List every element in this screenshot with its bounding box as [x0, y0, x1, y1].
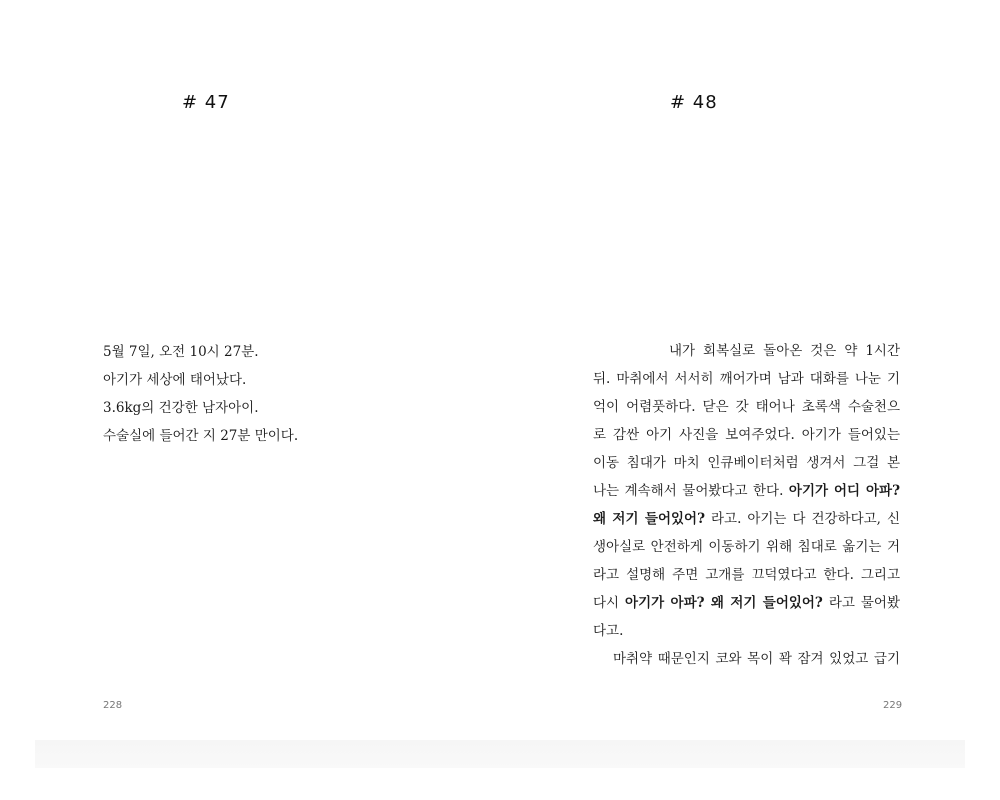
text-segment: 이동 침대가 마치 인큐베이터처럼 생겨서 그걸 본 — [593, 455, 900, 471]
text-line — [593, 533, 900, 561]
body-text — [593, 337, 900, 673]
text-line: 3.6kg의 건강한 남자아이. — [103, 400, 259, 416]
text-segment: 다고. — [593, 623, 624, 639]
text-segment: 다시 — [593, 595, 626, 611]
text-segment: 억이 어렴풋하다. 닫은 갓 태어나 초록색 수술천으 — [593, 399, 900, 415]
text-segment: 뒤. 마취에서 서서히 깨어가며 남과 대화를 나눈 기 — [593, 371, 900, 387]
text-line — [593, 393, 900, 421]
text-line: 5월 7일, 오전 10시 27분. — [103, 344, 259, 360]
text-line — [593, 645, 900, 673]
bold-dialogue: 아기가 어디 아파? — [788, 483, 900, 499]
right-page — [500, 0, 1000, 740]
bold-dialogue: 왜 저기 들어있어? — [593, 511, 705, 527]
page-edge-shadow — [35, 740, 965, 768]
text-line — [593, 561, 900, 589]
text-line — [593, 617, 900, 645]
page-number: 228 — [103, 700, 123, 711]
text-line — [593, 589, 900, 617]
text-line — [593, 505, 900, 533]
left-page — [0, 0, 500, 740]
text-line — [593, 477, 900, 505]
text-segment: 내가 회복실로 돌아온 것은 약 1시간 — [669, 343, 900, 359]
text-line — [593, 421, 900, 449]
text-line: 수술실에 들어간 지 27분 만이다. — [103, 428, 299, 444]
text-segment: 생아실로 안전하게 이동하기 위해 침대로 옮기는 거 — [593, 539, 900, 555]
text-segment: 나는 계속해서 물어봤다고 한다. — [593, 483, 789, 499]
text-segment: 라고. 아기는 다 건강하다고, 신 — [705, 511, 900, 527]
body-text — [103, 338, 403, 450]
text-segment: 로 감싼 아기 사진을 보여주었다. 아기가 들어있는 — [593, 427, 900, 443]
text-line — [593, 337, 900, 365]
text-line: 아기가 세상에 태어났다. — [103, 372, 247, 388]
page-number: 229 — [883, 700, 903, 711]
bold-dialogue: 아기가 아파? 왜 저기 들어있어? — [625, 595, 823, 611]
text-line — [593, 365, 900, 393]
text-line — [593, 449, 900, 477]
chapter-number: # 48 — [670, 92, 718, 113]
text-segment: 마취약 때문인지 코와 목이 꽉 잠겨 있었고 급기 — [613, 651, 900, 667]
text-segment: 라고 물어봤 — [822, 595, 900, 611]
text-segment: 라고 설명해 주면 고개를 끄덕였다고 한다. 그리고 — [593, 567, 900, 583]
chapter-number: # 47 — [182, 92, 230, 113]
